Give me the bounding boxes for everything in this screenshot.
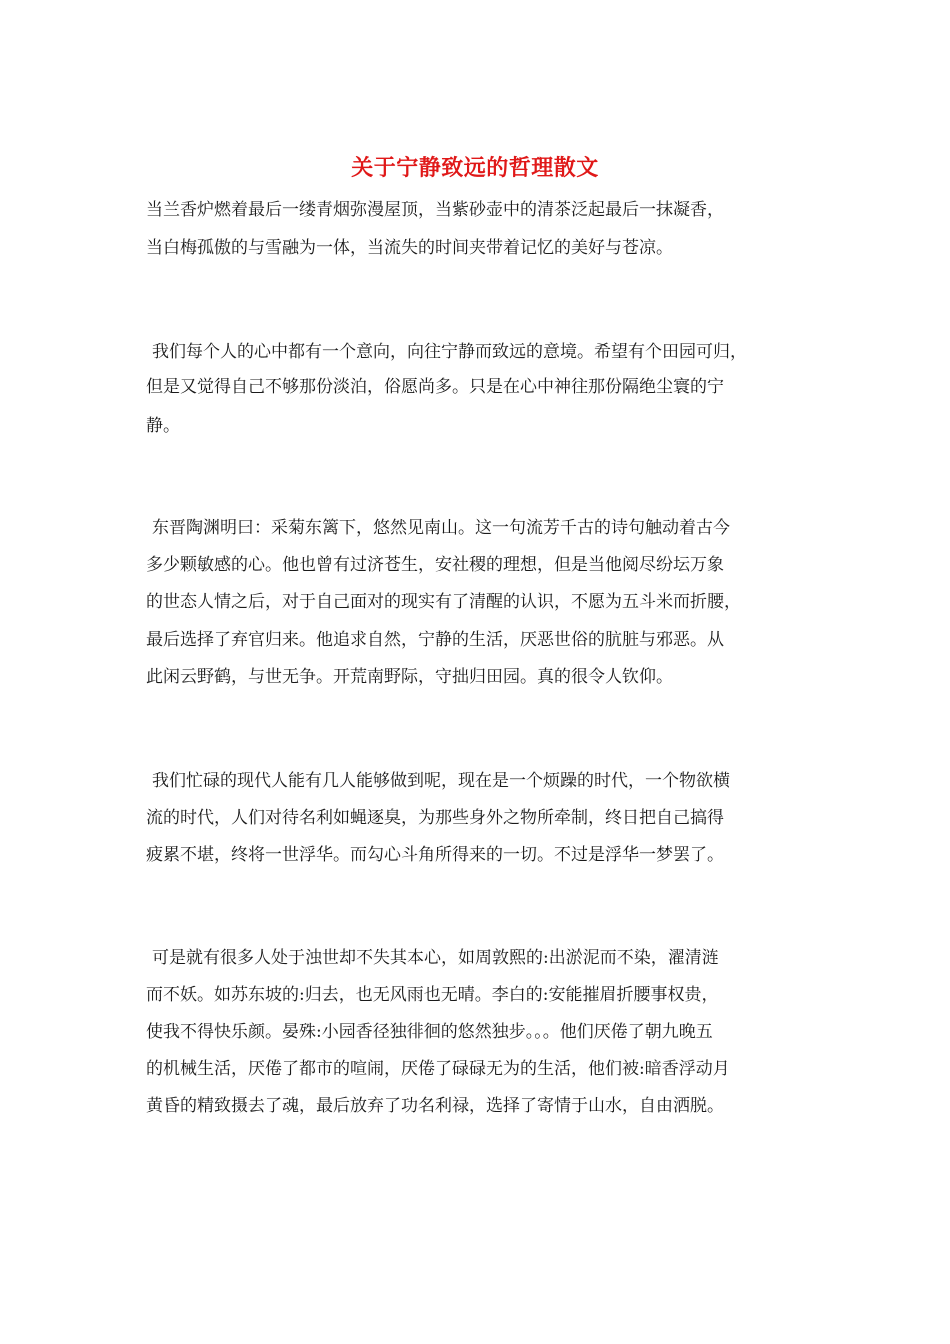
paragraph-4-line-2: 流的时代，人们对待名利如蝇逐臭，为那些身外之物所牵制，终日把自己搞得	[146, 808, 724, 828]
paragraph-5-line-4: 的机械生活，厌倦了都市的喧闹，厌倦了碌碌无为的生活，他们被:暗香浮动月	[146, 1059, 730, 1079]
paragraph-3-line-1: 东晋陶渊明曰：采菊东篱下，悠然见南山。这一句流芳千古的诗句触动着古今	[152, 518, 730, 538]
paragraph-2-line-1: 我们每个人的心中都有一个意向，向往宁静而致远的意境。希望有个田园可归，	[152, 342, 747, 362]
paragraph-2-line-3: 静。	[146, 416, 180, 436]
paragraph-3-line-5: 此闲云野鹤，与世无争。开荒南野际，守拙归田园。真的很令人钦仰。	[146, 667, 673, 687]
paragraph-5-line-1: 可是就有很多人处于浊世却不失其本心，如周敦熙的:出淤泥而不染，濯清涟	[152, 948, 719, 968]
paragraph-1-line-2: 当白梅孤傲的与雪融为一体，当流失的时间夹带着记忆的美好与苍凉。	[146, 238, 673, 258]
paragraph-1-line-1: 当兰香炉燃着最后一缕青烟弥漫屋顶，当紫砂壶中的清茶泛起最后一抹凝香，	[146, 200, 724, 220]
paragraph-4-line-3: 疲累不堪，终将一世浮华。而勾心斗角所得来的一切。不过是浮华一梦罢了。	[146, 845, 724, 865]
paragraph-5-line-2: 而不妖。如苏东坡的:归去，也无风雨也无晴。李白的:安能摧眉折腰事权贵，	[146, 985, 719, 1005]
paragraph-3-line-4: 最后选择了弃官归来。他追求自然，宁静的生活，厌恶世俗的肮脏与邪恶。从	[146, 630, 724, 650]
paragraph-5-line-5: 黄昏的精致摄去了魂，最后放弃了功名利禄，选择了寄情于山水，自由洒脱。	[146, 1096, 724, 1116]
paragraph-3-line-2: 多少颗敏感的心。他也曾有过济苍生，安社稷的理想，但是当他阅尽纷坛万象	[146, 555, 724, 575]
paragraph-3-line-3: 的世态人情之后，对于自己面对的现实有了清醒的认识，不愿为五斗米而折腰，	[146, 592, 741, 612]
paragraph-2-line-2: 但是又觉得自己不够那份淡泊，俗愿尚多。只是在心中神往那份隔绝尘寰的宁	[146, 377, 724, 397]
document-title: 关于宁静致远的哲理散文	[351, 155, 599, 181]
paragraph-4-line-1: 我们忙碌的现代人能有几人能够做到呢，现在是一个烦躁的时代，一个物欲横	[152, 771, 730, 791]
paragraph-5-line-3: 使我不得快乐颜。晏殊:小园香径独徘徊的悠然独步。。。他们厌倦了朝九晚五	[146, 1022, 713, 1042]
